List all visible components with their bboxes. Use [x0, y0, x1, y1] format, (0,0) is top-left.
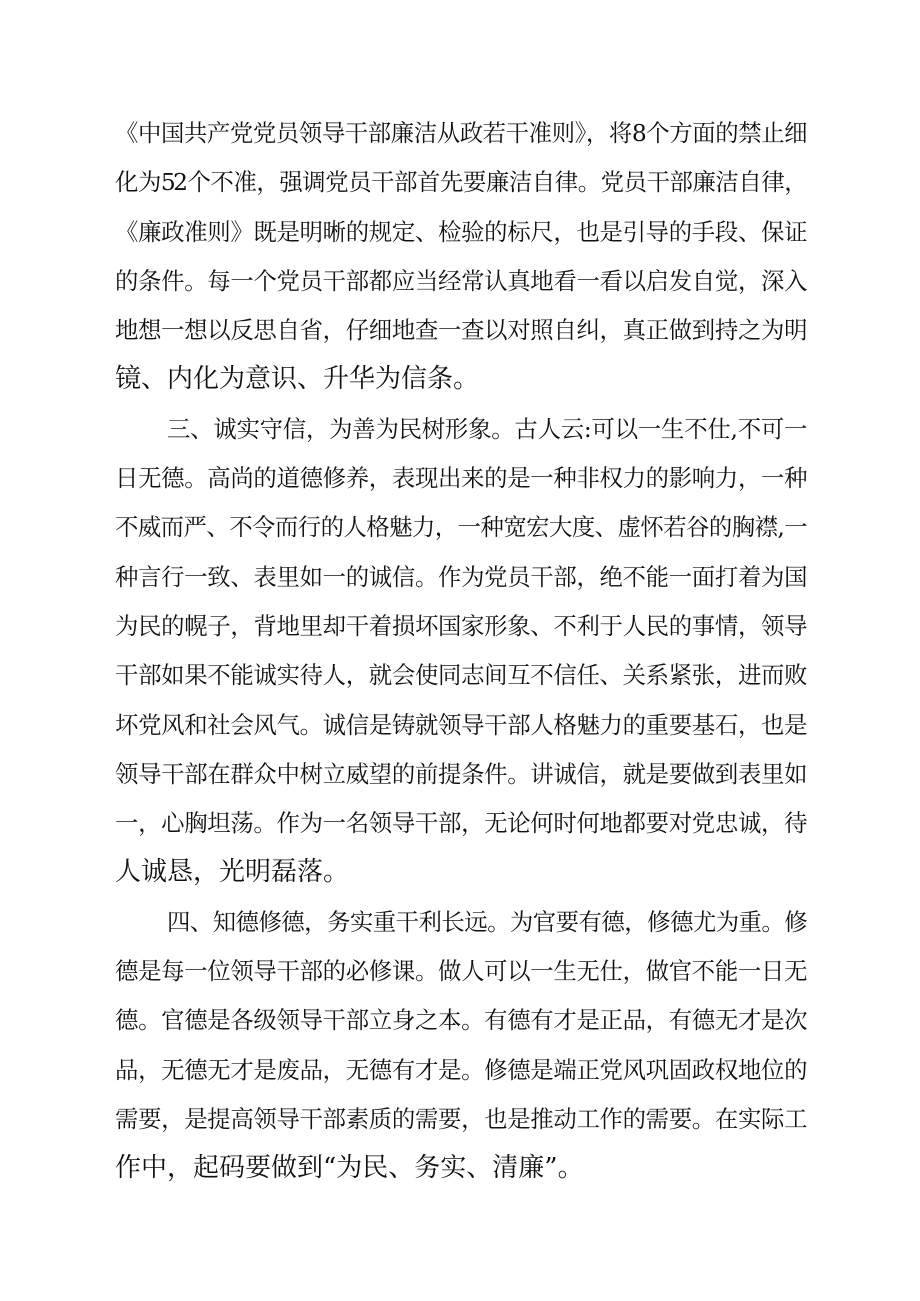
text-line: 品，无德无才是废品，无德有才是。修德是端正党风巩固政权地位的: [115, 1055, 805, 1084]
text-line: 的条件。每一个党员干部都应当经常认真地看一看以启发自觉，深入: [115, 266, 805, 295]
paragraph-lianjie: [115, 109, 805, 405]
paragraph-xiude: [115, 898, 805, 1194]
text-line: 德。官德是各级领导干部立身之本。有德有才是正品，有德无才是次: [115, 1006, 805, 1035]
text-line: 不威而严、不令而行的人格魅力，一种宽宏大度、虚怀若谷的胸襟,一: [115, 513, 805, 542]
text-line: 德是每一位领导干部的必修课。做人可以一生无仕，做官不能一日无: [115, 957, 805, 986]
text-line: 作中，起码要做到“为民、务实、清廉”。: [115, 1153, 584, 1184]
text-line: 《廉政准则》既是明晰的规定、检验的标尺，也是引导的手段、保证: [115, 217, 805, 246]
text-line: 需要，是提高领导干部素质的需要，也是推动工作的需要。在实际工: [115, 1104, 805, 1133]
text-line: 四、知德修德，务实重干利长远。为官要有德，修德尤为重。修: [167, 907, 805, 936]
text-line: 镜、内化为意识、升华为信条。: [115, 364, 480, 395]
text-line: 地想一想以反思自省，仔细地查一查以对照自纠，真正做到持之为明: [115, 316, 805, 345]
text-line: 干部如果不能诚实待人，就会使同志间互不信任、关系紧张，进而败: [115, 661, 805, 690]
document-body: [115, 109, 805, 1194]
text-line: 人诚恳，光明磊落。: [115, 857, 350, 888]
text-line: 《中国共产党党员领导干部廉洁从政若干准则》，将8个方面的禁止细: [115, 119, 805, 147]
text-line: 化为52个不准，强调党员干部首先要廉洁自律。党员干部廉洁自律，: [115, 168, 805, 197]
text-line: 三、诚实守信，为善为民树形象。古人云:可以一生不仕,不可一: [167, 414, 805, 443]
text-line: 种言行一致、表里如一的诚信。作为党员干部，绝不能一面打着为国: [115, 562, 805, 591]
text-line: 为民的幌子，背地里却干着损坏国家形象、不利于人民的事情，领导: [115, 611, 805, 640]
text-line: 坏党风和社会风气。诚信是铸就领导干部人格魅力的重要基石，也是: [115, 710, 805, 739]
text-line: 日无德。高尚的道德修养，表现出来的是一种非权力的影响力，一种: [115, 464, 805, 493]
text-line: 一，心胸坦荡。作为一名领导干部，无论何时何地都要对党忠诚，待: [115, 809, 805, 838]
text-line: 领导干部在群众中树立威望的前提条件。讲诚信，就是要做到表里如: [115, 759, 805, 788]
paragraph-chengxin: [115, 405, 805, 898]
